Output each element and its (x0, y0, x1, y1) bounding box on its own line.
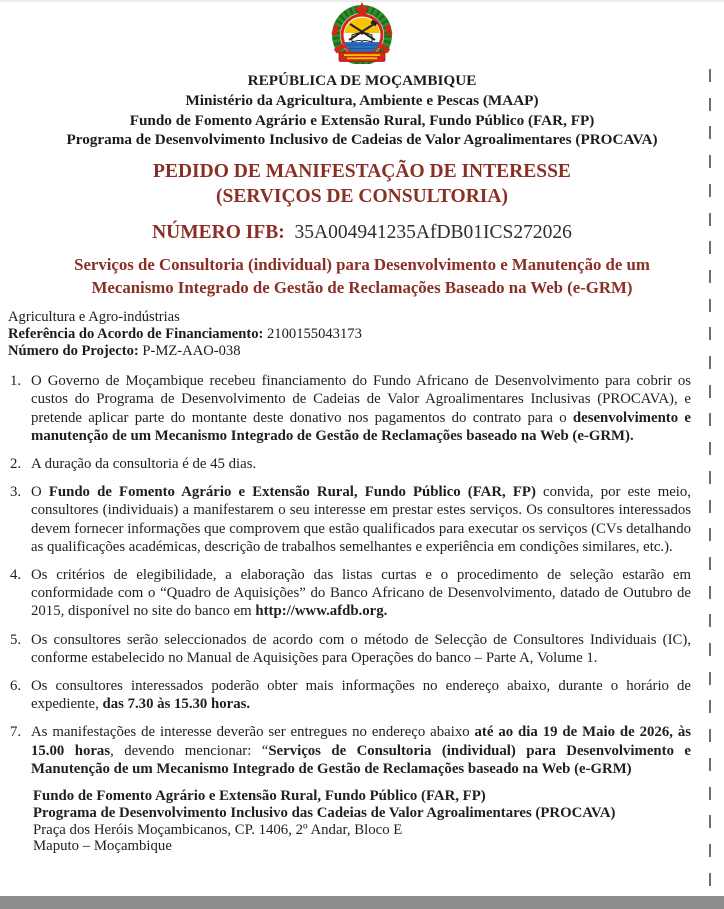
revision-bar (709, 672, 711, 685)
project-line (8, 343, 724, 360)
numbered-paragraph (10, 677, 691, 713)
assignment-subtitle: Serviços de Consultoria (individual) para Desenvolvimento e Manutenção de um Mecanismo Integrado de Gestão de Reclamações Baseado na Web (e-GRM) (74, 255, 650, 297)
paragraph-text (31, 455, 691, 473)
paragraph-text (31, 483, 691, 556)
banner-text-line-1 (344, 54, 380, 56)
numbered-paragraph (10, 723, 691, 778)
paragraph-text (31, 566, 691, 621)
paragraph-number: 3. (10, 484, 22, 501)
sector-line: Agricultura e Agro-indústrias (8, 309, 180, 326)
text-run: , devendo mencionar: “ (110, 742, 269, 759)
mozambique-coat-of-arms-graphic (314, 2, 410, 64)
header-line: REPÚBLICA DE MOÇAMBIQUE (247, 72, 477, 89)
text-run: A duração da consultoria é de 45 dias. (31, 456, 257, 472)
revision-bar (709, 385, 711, 398)
revision-bar (709, 873, 711, 886)
text-run: Os critérios de elegibilidade, a elaboração das listas curtas e o procedimento de seleção estarão em conformidade com o “Quadro de Aquisições” do Banco Africano de Desenvolvimento, datado de Outubro de 2015, disponível no site do banco em (31, 567, 691, 620)
footer-line: Maputo – Moçambique (33, 838, 172, 855)
paragraph-text (31, 631, 691, 667)
revision-bar (709, 700, 711, 713)
revision-bar (709, 241, 711, 254)
paragraph-number: 6. (10, 678, 22, 695)
title-line-2: (SERVIÇOS DE CONSULTORIA) (216, 185, 508, 207)
paragraph-text (31, 723, 691, 778)
revision-bar (709, 844, 711, 857)
text-run: http://www.afdb.org. (255, 603, 388, 620)
ifb-number-line (0, 221, 724, 245)
banner-ribbon (339, 52, 385, 62)
title-line-1: PEDIDO DE MANIFESTAÇÃO DE INTERESSE (153, 161, 571, 183)
revision-bar (709, 299, 711, 312)
revision-bar (709, 643, 711, 656)
horizontal-scrollbar[interactable] (0, 896, 724, 909)
revision-bar (709, 528, 711, 541)
text-run: O Governo de Moçambique recebeu financiamento do Fundo Africano de Desenvolvimento para cobrir os custos do Programa de Desenvolvimento de Cadeias de Valor Agroalimentares Inclusivas (PROCAVA), e pretende aplicar parte do montante deste donativo nos pagamentos do contrato para o (31, 373, 691, 426)
ifb-number-value: 35A004941235AfDB01ICS272026 (294, 222, 572, 244)
revision-bar (709, 98, 711, 111)
revision-bar (709, 557, 711, 570)
revision-bar (709, 500, 711, 513)
paragraph-number: 2. (10, 456, 22, 472)
revision-bar (709, 356, 711, 369)
header-line: Fundo de Fomento Agrário e Extensão Rural, Fundo Público (FAR, FP) (129, 111, 595, 129)
document-title (0, 160, 724, 209)
project-label: Número do Projecto: (8, 343, 139, 360)
financing-value: 2100155043173 (263, 326, 362, 343)
project-meta (0, 309, 724, 360)
revision-bar (709, 758, 711, 771)
text-run: As manifestações de interesse deverão ser entregues no endereço abaixo (31, 724, 475, 741)
paragraph-number: 4. (10, 567, 22, 584)
revision-bar (709, 327, 711, 340)
revision-bar (709, 69, 711, 82)
revision-bar (709, 442, 711, 455)
revision-bar (709, 729, 711, 742)
contact-address-block (0, 788, 724, 855)
text-run: desenvolvimento e manutenção de um Mecanismo Integrado de Gestão de Reclamações baseado na Web (e-GRM). (31, 409, 691, 444)
header-line: Programa de Desenvolvimento Inclusivo de Cadeias de Valor Agroalimentares (PROCAVA) (66, 131, 658, 149)
text-run: Os consultores interessados poderão obter mais informações no endereço abaixo, durante o horário de expediente, (31, 678, 691, 713)
text-run: Os consultores serão seleccionados de acordo com o método de Selecção de Consultores Individuais (IC), conforme estabelecido no Manual de Aquisições para Operações do banco – Parte A, Volume 1. (31, 631, 691, 666)
numbered-paragraph (10, 566, 691, 621)
financing-line (8, 326, 724, 343)
revision-bar (709, 184, 711, 197)
revision-bar (709, 155, 711, 168)
numbered-paragraph (10, 455, 691, 473)
paragraph-number: 1. (10, 373, 22, 390)
book-icon (352, 33, 372, 42)
revision-bar (709, 270, 711, 283)
financing-label: Referência do Acordo de Financiamento: (8, 326, 264, 343)
mozambique-emblem (0, 2, 724, 64)
text-run: até ao dia 19 de Maio de 2026, às 15.00 horas (31, 724, 691, 759)
project-value: P-MZ-AAO-038 (138, 343, 241, 360)
revision-bar (709, 213, 711, 226)
header-line: Ministério da Agricultura, Ambiente e Pescas (MAAP) (185, 91, 539, 109)
revision-bar (709, 413, 711, 426)
text-run: Serviços de Consultoria (individual) para Desenvolvimento e Manutenção de um Mecanismo Integrado de Gestão de Reclamações baseado na Web (e-GRM) (31, 742, 691, 777)
revision-bar (709, 815, 711, 828)
notice-paragraphs (0, 372, 724, 778)
footer-line: Praça dos Heróis Moçambicanos, CP. 1406, 2º Andar, Bloco E (33, 821, 403, 838)
ifb-label: NÚMERO IFB: (152, 222, 285, 244)
numbered-paragraph (10, 483, 691, 556)
revision-bar (709, 471, 711, 484)
numbered-paragraph (10, 372, 691, 445)
institution-header (0, 71, 724, 150)
numbered-paragraph (10, 631, 691, 667)
paragraph-text (31, 372, 691, 445)
paragraph-number: 5. (10, 631, 22, 648)
footer-line: Fundo de Fomento Agrário e Extensão Rural, Fundo Público (FAR, FP) (33, 788, 486, 805)
revision-bar (709, 787, 711, 800)
revision-bar (709, 586, 711, 599)
revision-bar (709, 126, 711, 139)
footer-line: Programa de Desenvolvimento Inclusivo das Cadeias de Valor Agroalimentares (PROCAVA) (33, 804, 616, 821)
text-run: das 7.30 às 15.30 horas. (102, 696, 251, 713)
paragraph-number: 7. (10, 724, 22, 741)
text-run: convida, por este meio, consultores (individuais) a manifestarem o seu interesse em prestar estes serviços. Os consultores interessados devem fornecer informações que comprovem que estão qualificados para executar os serviços (CVs detalhando as qualificações académicas, descrição de trabalhos semelhantes e experiência em condições similares, etc.). (31, 484, 691, 555)
banner-text-line-2 (347, 57, 377, 59)
text-run: O (31, 484, 49, 501)
paragraph-text (31, 677, 691, 713)
revision-bar (709, 614, 711, 627)
text-run: Fundo de Fomento Agrário e Extensão Rural, Fundo Público (FAR, FP) (48, 484, 536, 501)
